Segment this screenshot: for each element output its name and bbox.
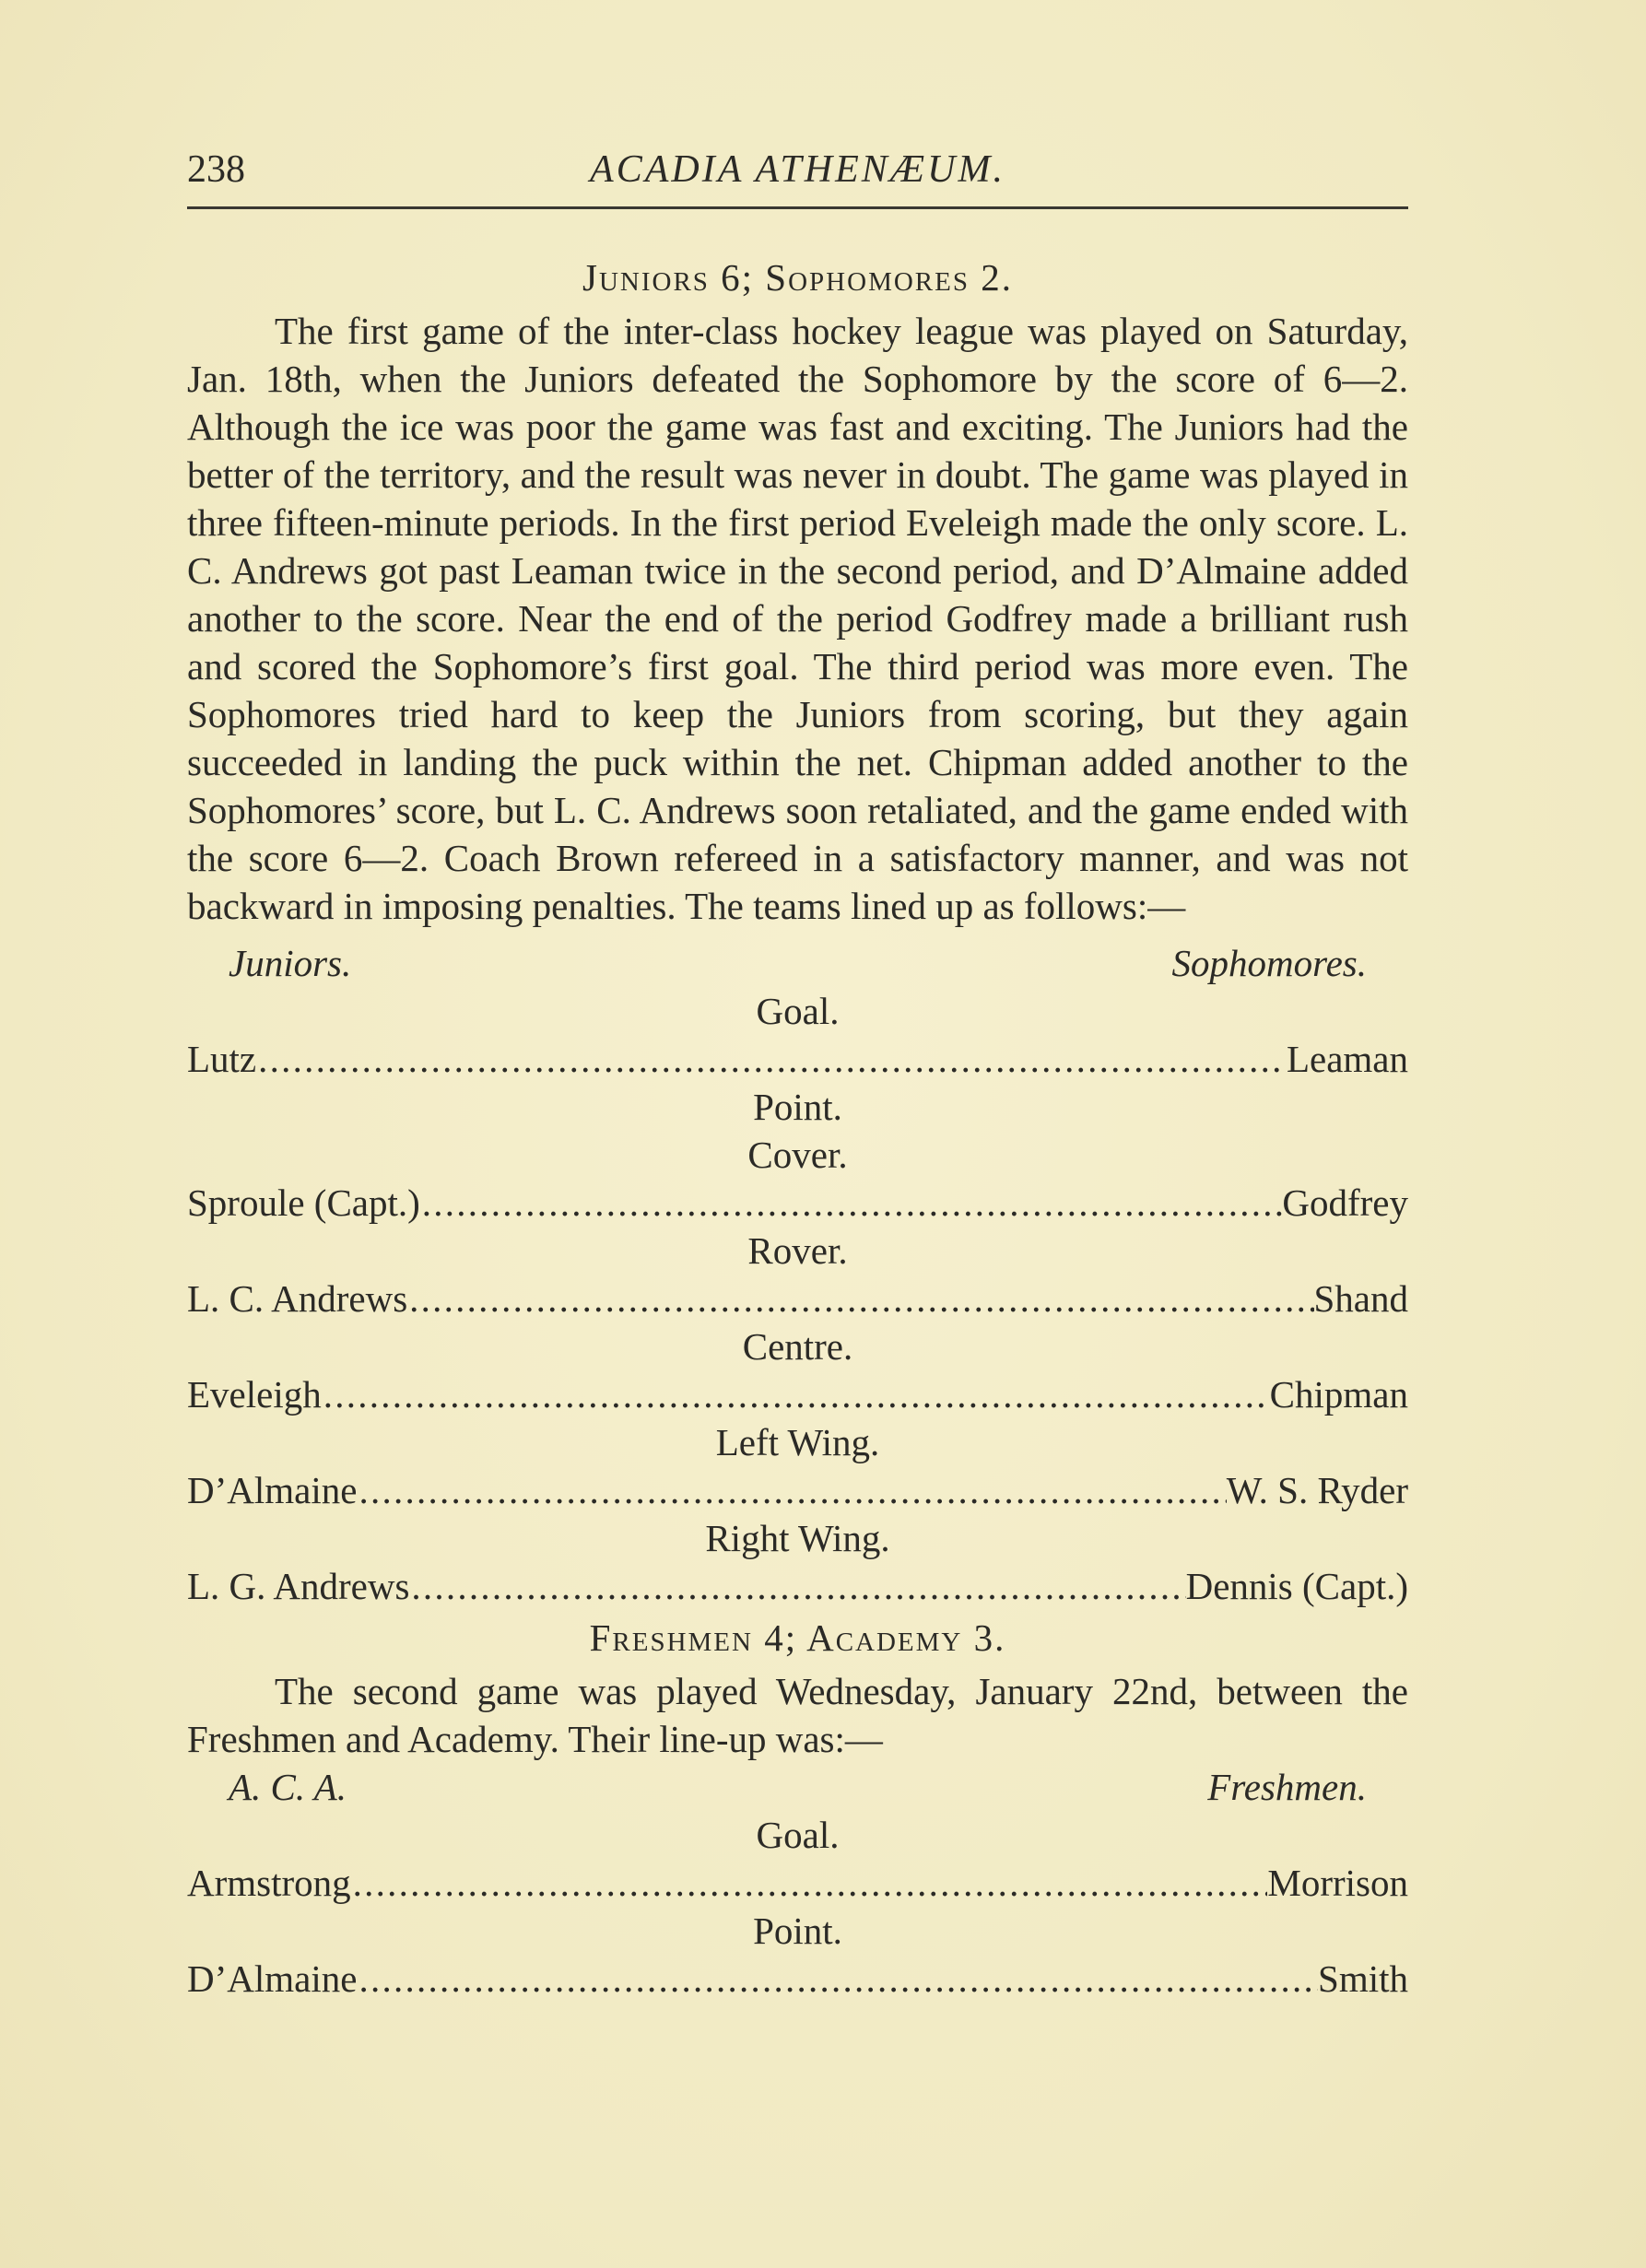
position-label: Goal. bbox=[756, 990, 840, 1032]
position-label: Point. bbox=[753, 1910, 842, 1952]
player-right: Morrison bbox=[1267, 1862, 1408, 1904]
player-left: Armstrong bbox=[187, 1862, 351, 1904]
lineup-row bbox=[187, 1859, 1408, 1907]
leader-dots bbox=[256, 1035, 1287, 1083]
lineup-row bbox=[187, 1370, 1408, 1418]
player-left: Sproule (Capt.) bbox=[187, 1181, 420, 1224]
position-label: Right Wing. bbox=[705, 1517, 890, 1559]
player-left: L. G. Andrews bbox=[187, 1565, 410, 1607]
section-heading-freshmen-academy: Freshmen 4; Academy 3. bbox=[589, 1616, 1006, 1659]
leader-dots bbox=[357, 1955, 1318, 2003]
header-rule bbox=[187, 206, 1408, 209]
paragraph-text: The second game was played Wednesday, January 22nd, between the Freshmen and Academy. Their line-up was:— bbox=[187, 1670, 1408, 1760]
lineup-row bbox=[187, 1466, 1408, 1514]
game-report-paragraph-2 bbox=[187, 1667, 1408, 1763]
position-label: Goal. bbox=[756, 1814, 840, 1856]
team-left: A. C. A. bbox=[229, 1766, 347, 1808]
leader-dots bbox=[407, 1275, 1313, 1322]
leader-dots bbox=[409, 1562, 1185, 1610]
player-right: W. S. Ryder bbox=[1226, 1469, 1408, 1511]
leader-dots bbox=[351, 1859, 1268, 1907]
player-left: L. C. Andrews bbox=[187, 1277, 408, 1320]
leader-dots bbox=[322, 1370, 1270, 1418]
player-right: Leaman bbox=[1286, 1038, 1408, 1080]
team-right: Sophomores. bbox=[1171, 942, 1367, 984]
lineup-row bbox=[187, 1035, 1408, 1083]
player-right: Dennis (Capt.) bbox=[1185, 1565, 1408, 1607]
position-label: Point. bbox=[753, 1086, 842, 1128]
page-header bbox=[187, 147, 1408, 203]
position-label: Left Wing. bbox=[715, 1421, 880, 1463]
leader-dots bbox=[357, 1466, 1226, 1514]
team-left: Juniors. bbox=[229, 942, 352, 984]
game-report-paragraph-1 bbox=[187, 307, 1408, 930]
player-right: Chipman bbox=[1269, 1373, 1408, 1416]
position-label: Cover. bbox=[747, 1134, 848, 1176]
player-left: Lutz bbox=[187, 1038, 257, 1080]
player-left: D’Almaine bbox=[187, 1957, 358, 2000]
section-heading-juniors-sophomores: Juniors 6; Sophomores 2. bbox=[582, 256, 1013, 299]
leader-dots bbox=[420, 1179, 1283, 1227]
position-label: Rover. bbox=[747, 1229, 848, 1272]
team-right: Freshmen. bbox=[1207, 1766, 1367, 1808]
article-column bbox=[187, 253, 1408, 2003]
lineup-row bbox=[187, 1562, 1408, 1610]
player-left: Eveleigh bbox=[187, 1373, 322, 1416]
team-names-row bbox=[187, 939, 1408, 987]
lineup-row bbox=[187, 1955, 1408, 2003]
lineup-row bbox=[187, 1275, 1408, 1322]
player-right: Shand bbox=[1313, 1277, 1408, 1320]
paragraph-text: The first game of the inter-class hockey league was played on Saturday, Jan. 18th, when the Juniors defeated the Sophomore by the score of 6—2. Although the ice was poor the game was fast and exciting. The Juniors had the better of the territory, and the result was never in doubt. The game was played in three fifteen-minute periods. In the first period Eveleigh made the only score. L. C. Andrews got past Leaman twice in the second period, and D’Almaine added another to the score. Near the end of the period Godfrey made a brilliant rush and scored the Sophomore’s first goal. The third period was more even. The Sophomores tried hard to keep the Juniors from scoring, but they again succeeded in landing the puck within the net. Chipman added another to the Sophomores’ score, but L. C. Andrews soon retaliated, and the game ended with the score 6—2. Coach Brown refereed in a satisfactory manner, and was not backward in imposing penalties. The teams lined up as follows:— bbox=[187, 310, 1408, 927]
player-right: Godfrey bbox=[1282, 1181, 1408, 1224]
lineup-row bbox=[187, 1179, 1408, 1227]
position-label: Centre. bbox=[742, 1325, 853, 1368]
team-names-row bbox=[187, 1763, 1408, 1811]
page-number: 238 bbox=[187, 148, 245, 191]
player-left: D’Almaine bbox=[187, 1469, 358, 1511]
player-right: Smith bbox=[1318, 1957, 1408, 2000]
running-title: ACADIA ATHENÆUM. bbox=[590, 148, 1005, 191]
